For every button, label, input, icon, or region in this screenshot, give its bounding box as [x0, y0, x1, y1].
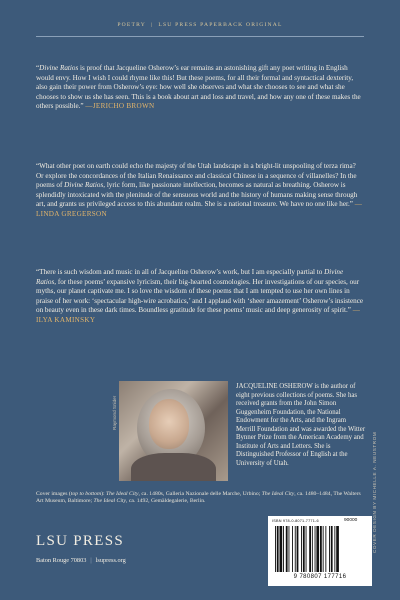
blurb-jericho-brown [36, 64, 364, 112]
barcode-icon [274, 526, 366, 572]
top-rule [36, 36, 364, 37]
author-bio: JACQUELINE OSHEROW is the author of eight previous collections of poems. She has received grants from the John Simon Guggenheim Foundation, the National Endowment for the Arts, and the Ingram Merrill Foundation and was awarded the Witter Bynner Prize from the American Academy and Institute of Arts and Letters. She is Distinguished Professor of English at the University of Utah. [236, 383, 366, 467]
blurb-body: “There is such wisdom and music in all of Jacqueline Osherow’s work, but I am especially partial to Divine Ratios, for these poems’ expansive lyricism, their big-hearted cosmologies. Her investigations of our species, our myths, our planet captivate me. I so love the wisdom of these poems that I am tempted to use her own lines in praise of her work: ‘spectacular high-wire acrobatics,’ and I applaud with ‘sheer amazement’ Osherow’s insistence on beauty even in these dark times. Boundless gratitude for these poems’ music and deep generosity of spirit.” [36, 268, 364, 315]
imprint-label: LSU PRESS PAPERBACK ORIGINAL [158, 22, 283, 28]
photo-credit: Raymond Snider [112, 395, 117, 430]
photo-body [131, 453, 216, 481]
publisher-address [36, 557, 126, 564]
author-photo [119, 381, 228, 481]
blurb-body: “What other poet on earth could echo the majesty of the Utah landscape in a bright-lit unspooling of terza rima? Or explore the concordances of the Italian Renaissance and classical Chinese in a sequence of villanelles? In the poems of Divine Ratios, lyric form, like passionate intellection, becomes as natural as breathing. Osherow is splendidly intoxicated with the plenitude of the sensuous world and the history of humans making sense through art, and grants us privileged access to this abundant realm. She is a national treasure. We have no one like her.” [36, 162, 358, 209]
publisher-site: lsupress.org [95, 557, 126, 564]
blurb-linda-gregerson [36, 162, 364, 219]
blurb-body: “Divine Ratios is proof that Jacqueline Osherow’s ear remains an astonishing gift any poet writing in English would envy. How I wish I could rhyme like this! But these poems, for all their formal and syntactical dexterity, also gain their power from Osherow’s eye: how well she observes and what she chooses to see and what she chooses to show us she has seen. This is a book about art and loss and travel, and how any one of these makes the others possible.” [36, 64, 361, 111]
caption-text: Cover images (top to bottom): The Ideal City, ca. 1480s, Galleria Nazionale delle Marche, Urbino; The Ideal City, ca. 1480–1484, The Walters Art Museum, Baltimore; The Ideal City, ca. 1492, Gemäldegalerie, Berlin. [36, 491, 361, 505]
publisher-city: Baton Rouge 70803 [36, 557, 87, 564]
blurb-attribution: —ILYA KAMINSKY [36, 306, 361, 324]
isbn-label: ISBN 978-0-8071-7771-6 [272, 519, 319, 523]
blurb-ilya-kaminsky [36, 268, 364, 325]
photo-face [149, 399, 189, 449]
price-code: 90000 [344, 518, 358, 523]
isbn-digits: 9 780807 177716 [293, 574, 347, 580]
address-separator: | [90, 557, 92, 564]
series-label: POETRY [117, 22, 146, 28]
series-header [0, 22, 400, 28]
cover-image-captions [36, 491, 366, 506]
header-separator: | [151, 22, 154, 28]
publisher-logo: LSU PRESS [36, 533, 124, 549]
blurb-attribution: —LINDA GREGERSON [36, 200, 363, 218]
blurb-attribution: —JERICHO BROWN [85, 102, 155, 111]
cover-design-credit: COVER DESIGN BY MICHELLE A. NEUSTROM [372, 431, 377, 553]
